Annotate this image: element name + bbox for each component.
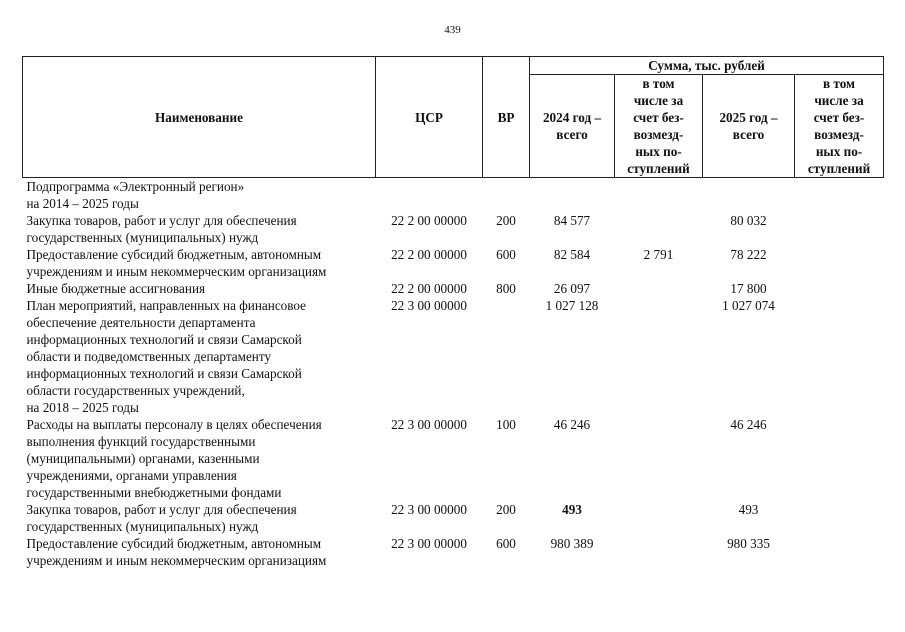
row-2025-total: 17 800	[730, 281, 767, 296]
table-row	[23, 501, 884, 535]
row-2024-free	[615, 501, 703, 535]
row-vr	[483, 297, 530, 416]
row-vr: 200	[496, 502, 516, 517]
row-name: Закупка товаров, работ и услуг для обеспечения государственных (муниципальных) нужд	[26, 213, 297, 245]
row-2025-total	[703, 178, 795, 213]
table-row	[23, 178, 884, 213]
header-2024-total: 2024 год – всего	[530, 75, 615, 178]
table-row	[23, 297, 884, 416]
table-row	[23, 535, 884, 569]
row-2024-total: 980 389	[550, 536, 594, 551]
table-row	[23, 416, 884, 501]
row-2025-total: 46 246	[730, 417, 767, 432]
table-body	[23, 178, 884, 570]
header-csr: ЦСР	[376, 57, 483, 178]
row-csr: 22 3 00 00000	[391, 417, 467, 432]
row-2024-total: 82 584	[553, 247, 591, 262]
row-csr: 22 2 00 00000	[391, 281, 467, 296]
row-2024-total	[530, 178, 615, 213]
header-2025-total: 2025 год – всего	[703, 75, 795, 178]
row-csr: 22 3 00 00000	[391, 298, 467, 313]
row-2024-total: 26 097	[553, 281, 591, 296]
row-2024-total: 84 577	[553, 213, 591, 228]
page-number: 439	[444, 24, 461, 36]
row-2025-free	[795, 297, 884, 416]
row-2024-free	[615, 535, 703, 569]
header-name: Наименование	[23, 57, 376, 178]
row-name: Иные бюджетные ассигнования	[26, 281, 206, 296]
budget-table	[22, 56, 884, 569]
row-2024-total: 493	[562, 502, 582, 517]
row-csr: 22 3 00 00000	[391, 502, 467, 517]
row-2024-free	[615, 212, 703, 246]
row-2025-total: 980 335	[727, 536, 770, 551]
table-row	[23, 212, 884, 246]
row-2024-total: 46 246	[553, 417, 591, 432]
row-2025-total: 1 027 074	[722, 298, 775, 313]
row-vr: 600	[496, 536, 516, 551]
table-row	[23, 280, 884, 297]
row-2025-free	[795, 246, 884, 280]
row-vr: 800	[496, 281, 516, 296]
header-vr: ВР	[483, 57, 530, 178]
row-name: Закупка товаров, работ и услуг для обеспечения государственных (муниципальных) нужд	[26, 502, 297, 534]
row-2025-free	[795, 178, 884, 213]
row-2025-total: 80 032	[730, 213, 767, 228]
row-name: Предоставление субсидий бюджетным, автономным учреждениям и иным некоммерческим организациям	[26, 536, 327, 568]
row-2025-free	[795, 535, 884, 569]
table-header	[23, 57, 884, 178]
table-row	[23, 246, 884, 280]
row-2024-free	[615, 280, 703, 297]
row-csr	[376, 178, 483, 213]
row-2024-free: 2 791	[643, 247, 674, 262]
header-sum-group: Сумма, тыс. рублей	[530, 57, 884, 75]
header-2025-free: в том числе за счет без- возмезд- ных по- ступлений	[795, 75, 884, 178]
row-2025-free	[795, 416, 884, 501]
row-vr: 100	[496, 417, 516, 432]
row-2025-total: 493	[738, 502, 759, 517]
row-csr: 22 2 00 00000	[391, 247, 467, 262]
row-vr: 200	[496, 213, 516, 228]
row-csr: 22 3 00 00000	[391, 536, 467, 551]
row-csr: 22 2 00 00000	[391, 213, 467, 228]
row-name: Подпрограмма «Электронный регион» на 2014 – 2025 годы	[26, 179, 245, 211]
row-2024-free	[615, 178, 703, 213]
header-2024-free: в том числе за счет без- возмезд- ных по- ступлений	[615, 75, 703, 178]
row-vr	[483, 178, 530, 213]
row-name: Расходы на выплаты персоналу в целях обеспечения выполнения функций государственными (муниципальными) органами, казенными учреждениями, органами управления государственными внебюджетными фондами	[26, 417, 322, 500]
row-2025-free	[795, 212, 884, 246]
row-2025-free	[795, 280, 884, 297]
row-2024-free	[615, 297, 703, 416]
row-name: План мероприятий, направленных на финансовое обеспечение деятельности департамента информационных технологий и связи Самарской области и подведомственных департаменту информационных технологий и связи Самарской области государственных учреждений, на 2018 – 2025 годы	[26, 298, 307, 415]
row-2025-total: 78 222	[730, 247, 767, 262]
row-2024-free	[615, 416, 703, 501]
row-name: Предоставление субсидий бюджетным, автономным учреждениям и иным некоммерческим организациям	[26, 247, 327, 279]
row-2024-total: 1 027 128	[545, 298, 599, 313]
row-vr: 600	[496, 247, 516, 262]
row-2025-free	[795, 501, 884, 535]
